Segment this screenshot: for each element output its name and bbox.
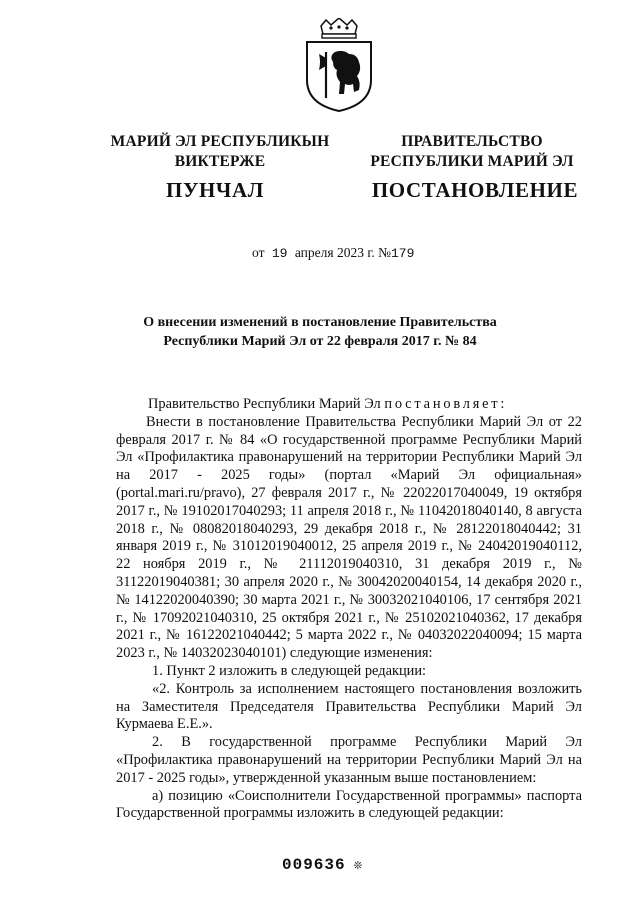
intro-spaced: постановляет:: [384, 396, 508, 412]
header-left: [100, 132, 340, 172]
header-right-title: ПОСТАНОВЛЕНИЕ: [371, 178, 579, 202]
document-subject: [110, 313, 530, 351]
item-2: 2. В государственной программе Республики Марий Эл «Профилактика правонарушений на территории Республики Марий Эл на 2017 - 2025 годы», утвержденной указанным выше постановлением:: [116, 734, 582, 786]
serial-mark: ❊: [353, 858, 364, 874]
header-left-line1: МАРИЙ ЭЛ РЕСПУБЛИКЫН: [110, 133, 330, 150]
intro-paragraph: [116, 396, 582, 414]
quote-paragraph: «2. Контроль за исполнением настоящего постановления возложить на Заместителя Председателя Правительства Республики Марий Эл Курмаева Е.Е.».: [116, 680, 582, 733]
header-right: [352, 132, 592, 172]
date-prefix: от: [252, 245, 265, 260]
date-line: [252, 245, 418, 261]
intro-text: Правительство Республики Марий Эл: [148, 396, 381, 412]
serial-digits: 009636: [282, 856, 346, 874]
coat-of-arms-icon: [299, 18, 379, 113]
subject-line2: Республики Марий Эл от 22 февраля 2017 г. № 84: [163, 334, 477, 349]
date-day: 19: [271, 246, 288, 261]
header-left-title: ПУНЧАЛ: [166, 178, 264, 202]
header-right-line2: РЕСПУБЛИКИ МАРИЙ ЭЛ: [370, 153, 574, 170]
header-right-line1: ПРАВИТЕЛЬСТВО: [401, 133, 543, 150]
item-1: 1. Пункт 2 изложить в следующей редакции:: [152, 662, 427, 679]
serial-number: [282, 856, 363, 874]
item-2a: а) позицию «Соисполнители Государственной программы» паспорта Государственной программы изложить в следующей редакции:: [116, 787, 582, 822]
date-month-year: апреля 2023 г. №: [294, 245, 391, 260]
subject-line1: О внесении изменений в постановление Правительства: [143, 315, 497, 330]
decree-number: 179: [390, 246, 415, 261]
paragraph-1: Внести в постановление Правительства Республики Марий Эл от 22 февраля 2017 г. № 84 «О государственной программе Республики Марий Эл «Профилактика правонарушений на территории Республики Марий Эл на 2017 - 2025 годы» (портал «Марий Эл официальная» (portal.mari.ru/pravo), 27 февраля 2017 г., № 22022017040049, 19 октября 2017 г., № 19102017040293; 11 апреля 2018 г., № 11042018040140, 8 августа 2018 г., № 08082018040293, 29 декабря 2018 г., № 28122018040442; 31 января 2019 г., № 31012019040012, 25 апреля 2019 г., № 24042019040112, 22 ноября 2019 г., № 21112019040310, 31 декабря 2019 г., № 31122019040381; 30 апреля 2020 г., № 30042020040154, 14 декабря 2020 г., № 14122020040390; 30 марта 2021 г., № 30032021040106, 17 сентября 2021 г., № 17092021040310, 25 октября 2021 г., № 25102021040362, 17 декабря 2021 г., № 16122021040442; 5 марта 2022 г., № 04032022040094; 15 марта 2023 г., № 14032023040101) следующие изменения:: [116, 413, 582, 662]
document-body: [116, 396, 582, 823]
header-left-line2: ВИКТЕРЖЕ: [174, 153, 266, 170]
